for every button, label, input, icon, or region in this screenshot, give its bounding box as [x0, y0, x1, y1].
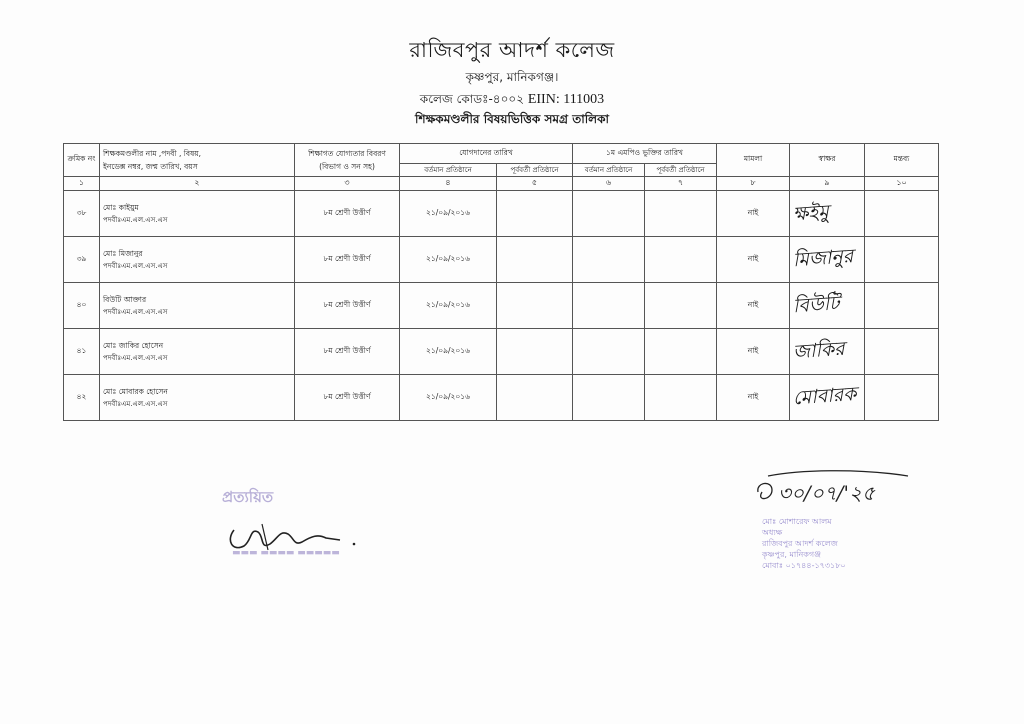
joining-date-cell: ২১/০৯/২০১৬: [400, 329, 497, 375]
table-row: [64, 375, 939, 421]
joining-date-cell: ২১/০৯/২০১৬: [400, 375, 497, 421]
header-mpo: ১ম এমপিও ভুক্তির তারিখ: [573, 144, 717, 164]
staff-name: মোঃ মোবারক হোসেন: [103, 387, 168, 396]
header-mpo-previous: পূর্ববর্তী প্রতিষ্ঠানে: [645, 164, 717, 177]
remarks-cell: [865, 329, 939, 375]
empty-cell: [573, 329, 645, 375]
stamp-line: মোবাঃ ০১৭৪৪-১৭৩১৮০: [762, 561, 846, 570]
empty-cell: [645, 329, 717, 375]
stamp-date: ৩০/০৭/'২৫: [778, 481, 875, 505]
column-number: ৫: [497, 177, 573, 191]
handwritten-signature: ক্ষইমু: [792, 200, 830, 225]
college-code: কলেজ কোডঃ-৪০০২: [419, 92, 525, 106]
handwritten-signature: বিউটি: [792, 291, 841, 317]
empty-cell: [497, 329, 573, 375]
header-name: [100, 144, 295, 177]
header-qualification: [295, 144, 400, 177]
empty-cell: [573, 375, 645, 421]
empty-cell: [645, 283, 717, 329]
remarks-cell: [865, 191, 939, 237]
header-signature: স্বাক্ষর: [790, 144, 865, 177]
empty-cell: [645, 191, 717, 237]
header-name-line2: ইনডেক্স নম্বর, জন্ম তারিখ, বয়স: [103, 162, 198, 171]
case-cell: নাই: [717, 191, 790, 237]
college-code-line: [0, 91, 1024, 111]
joining-date-cell: ২১/০৯/২০১৬: [400, 237, 497, 283]
staff-designation: পদবীঃএম.এল.এস.এস: [103, 216, 168, 224]
staff-designation: পদবীঃএম.এল.এস.এস: [103, 308, 168, 316]
attestation-stamp-title: প্রত্যয়িত: [222, 488, 274, 506]
serial-cell: ৪১: [64, 329, 100, 375]
handwritten-signature: মিজানুর: [792, 244, 854, 271]
college-name: রাজিবপুর আদর্শ কলেজ: [409, 38, 615, 62]
joining-date-cell: ২১/০৯/২০১৬: [400, 191, 497, 237]
signature-cell: [790, 191, 865, 237]
name-cell: [100, 375, 295, 421]
column-number-row: [64, 177, 939, 191]
joining-date-cell: ২১/০৯/২০১৬: [400, 283, 497, 329]
empty-cell: [645, 375, 717, 421]
staff-table: [63, 143, 939, 421]
qualification-cell: ৮ম শ্রেণী উত্তীর্ণ: [295, 237, 400, 283]
serial-cell: ৩৯: [64, 237, 100, 283]
table-row: [64, 283, 939, 329]
header-serial: ক্রমিক নং: [64, 144, 100, 177]
case-cell: নাই: [717, 375, 790, 421]
stamp-line: কৃষ্ণপুর, মানিকগঞ্জ: [762, 550, 821, 559]
name-cell: [100, 283, 295, 329]
staff-designation: পদবীঃএম.এল.এস.এস: [103, 400, 168, 408]
header-joining: যোগদানের তারিখ: [400, 144, 573, 164]
empty-cell: [645, 237, 717, 283]
attestation-stamp: [222, 486, 382, 558]
header-joining-current: বর্তমান প্রতিষ্ঠানে: [400, 164, 497, 177]
table-row: [64, 191, 939, 237]
case-cell: নাই: [717, 329, 790, 375]
column-number: ৪: [400, 177, 497, 191]
staff-name: বিউটি আক্তার: [103, 295, 147, 304]
remarks-cell: [865, 283, 939, 329]
header-mpo-current: বর্তমান প্রতিষ্ঠানে: [573, 164, 645, 177]
staff-designation: পদবীঃএম.এল.এস.এস: [103, 262, 168, 270]
column-number: ৮: [717, 177, 790, 191]
name-cell: [100, 237, 295, 283]
empty-cell: [497, 283, 573, 329]
header-joining-previous: পূর্ববর্তী প্রতিষ্ঠানে: [497, 164, 573, 177]
header-qual-line1: শিক্ষাগত যোগ্যতার বিবরণ: [308, 149, 386, 158]
column-number: ৬: [573, 177, 645, 191]
empty-cell: [497, 191, 573, 237]
signature-cell: [790, 237, 865, 283]
serial-cell: ৪২: [64, 375, 100, 421]
column-number: ৭: [645, 177, 717, 191]
table-row: [64, 329, 939, 375]
signature-cell: [790, 329, 865, 375]
staff-name: মোঃ জাকির হোসেন: [103, 341, 164, 350]
handwritten-signature: মোবারক: [792, 382, 858, 409]
principal-stamp-text: [762, 516, 918, 571]
remarks-cell: [865, 375, 939, 421]
header-remarks: মন্তব্য: [865, 144, 939, 177]
handwritten-signature: জাকির: [792, 337, 846, 363]
principal-stamp: [738, 470, 918, 571]
qualification-cell: ৮ম শ্রেণী উত্তীর্ণ: [295, 191, 400, 237]
name-cell: [100, 191, 295, 237]
serial-cell: ৪০: [64, 283, 100, 329]
column-number: ১: [64, 177, 100, 191]
column-number: ১০: [865, 177, 939, 191]
header-qual-line2: (বিভাগ ও সন সহ): [319, 162, 375, 171]
qualification-cell: ৮ম শ্রেণী উত্তীর্ণ: [295, 329, 400, 375]
staff-designation: পদবীঃএম.এল.এস.এস: [103, 354, 168, 362]
empty-cell: [573, 283, 645, 329]
document-subtitle: শিক্ষকমণ্ডলীর বিষয়ভিত্তিক সমগ্র তালিকা: [415, 112, 609, 126]
date-signature-icon: [738, 470, 918, 512]
table-row: [64, 237, 939, 283]
staff-name: মোঃ মিজানুর: [103, 249, 143, 258]
signature-cell: [790, 283, 865, 329]
stamp-line: অধ্যক্ষ: [762, 528, 783, 537]
qualification-cell: ৮ম শ্রেণী উত্তীর্ণ: [295, 283, 400, 329]
name-cell: [100, 329, 295, 375]
serial-cell: ৩৮: [64, 191, 100, 237]
stamp-line: রাজিবপুর আদর্শ কলেজ: [762, 539, 838, 548]
qualification-cell: ৮ম শ্রেণী উত্তীর্ণ: [295, 375, 400, 421]
signature-cell: [790, 375, 865, 421]
empty-cell: [497, 375, 573, 421]
college-address: কৃষ্ণপুর, মানিকগঞ্জ।: [465, 70, 559, 84]
remarks-cell: [865, 237, 939, 283]
stamp-line: মোঃ মোশারেফ আলম: [762, 517, 832, 526]
table-header-row: [64, 144, 939, 164]
attestation-stamp-faded-text: ▬▬▬ ▬▬▬▬ ▬▬▬▬▬: [232, 548, 340, 558]
case-cell: নাই: [717, 283, 790, 329]
column-number: ৩: [295, 177, 400, 191]
column-number: ২: [100, 177, 295, 191]
empty-cell: [573, 191, 645, 237]
header-case: মামলা: [717, 144, 790, 177]
case-cell: নাই: [717, 237, 790, 283]
eiin-number: EIIN: 111003: [527, 92, 605, 107]
column-number: ৯: [790, 177, 865, 191]
empty-cell: [573, 237, 645, 283]
empty-cell: [497, 237, 573, 283]
header-name-line1: শিক্ষকমণ্ডলীর নাম ,পদবী , বিষয়,: [103, 149, 202, 158]
staff-name: মোঃ কাইয়ুম: [103, 203, 139, 212]
